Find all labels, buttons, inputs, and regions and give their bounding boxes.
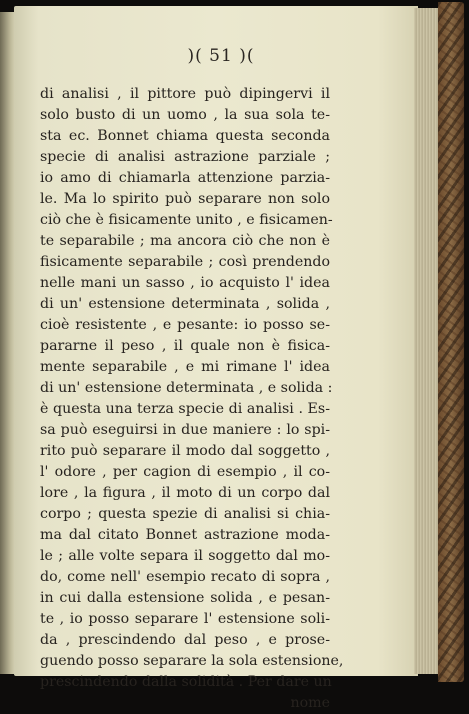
- marbled-cover: [438, 2, 464, 682]
- text-line: lore , la figura , il moto di un corpo dal: [40, 485, 330, 501]
- page-number-header: )( 51 )(: [187, 46, 255, 66]
- text-line: te separabile ; ma ancora ciò che non è: [40, 233, 330, 249]
- text-line: le. Ma lo spirito può separare non solo: [40, 191, 330, 207]
- text-line: sa può eseguirsi in due maniere : lo spi-: [40, 422, 330, 438]
- page-fore-edge: [414, 8, 440, 674]
- text-line: solo busto di un uomo , la sua sola te-: [40, 107, 330, 123]
- text-line: di un' estensione determinata , solida ,: [40, 296, 330, 312]
- text-line: da , prescindendo dal peso , e prose-: [40, 632, 330, 648]
- text-line: fisicamente separabile ; così prendendo: [40, 254, 330, 270]
- text-line: cioè resistente , e pesante: io posso se-: [40, 317, 330, 333]
- text-line: le ; alle volte separa il soggetto dal mo-: [40, 548, 330, 564]
- text-line: specie di analisi astrazione parziale ;: [40, 149, 330, 165]
- text-line: ma dal citato Bonnet astrazione moda-: [40, 527, 330, 543]
- text-line: di un' estensione determinata , e solida :: [40, 380, 333, 396]
- text-line: rito può separare il modo dal soggetto ,: [40, 443, 330, 459]
- text-line: do, come nell' esempio recato di sopra ,: [40, 569, 330, 585]
- body-text: [40, 84, 344, 714]
- text-line: è questa una terza specie di analisi . Es-: [40, 401, 330, 417]
- text-line: l' odore , per cagion di esempio , il co-: [40, 464, 330, 480]
- text-line: nelle mani un sasso , io acquisto l' idea: [40, 275, 330, 291]
- text-line: prescindendo dalla solidità . Per dare un: [40, 674, 332, 690]
- text-line: io amo di chiamarla attenzione parzia-: [40, 170, 330, 186]
- text-line: pararne il peso , il quale non è fisica-: [40, 338, 330, 354]
- text-line: ciò che è fisicamente unito , e fisicamen-: [40, 212, 333, 228]
- text-line: in cui dalla estensione solida , e pesan-: [40, 590, 330, 606]
- text-line: guendo posso separare la sola estensione,: [40, 653, 344, 669]
- text-line: mente separabile , e mi rimane l' idea: [40, 359, 330, 375]
- text-line: sta ec. Bonnet chiama questa seconda: [40, 128, 330, 144]
- text-line: corpo ; questa spezie di analisi si chia-: [40, 506, 330, 522]
- text-line: te , io posso separare l' estensione soli-: [40, 611, 330, 627]
- text-line: di analisi , il pittore può dipingervi il: [40, 86, 330, 102]
- catchword: nome: [290, 695, 330, 711]
